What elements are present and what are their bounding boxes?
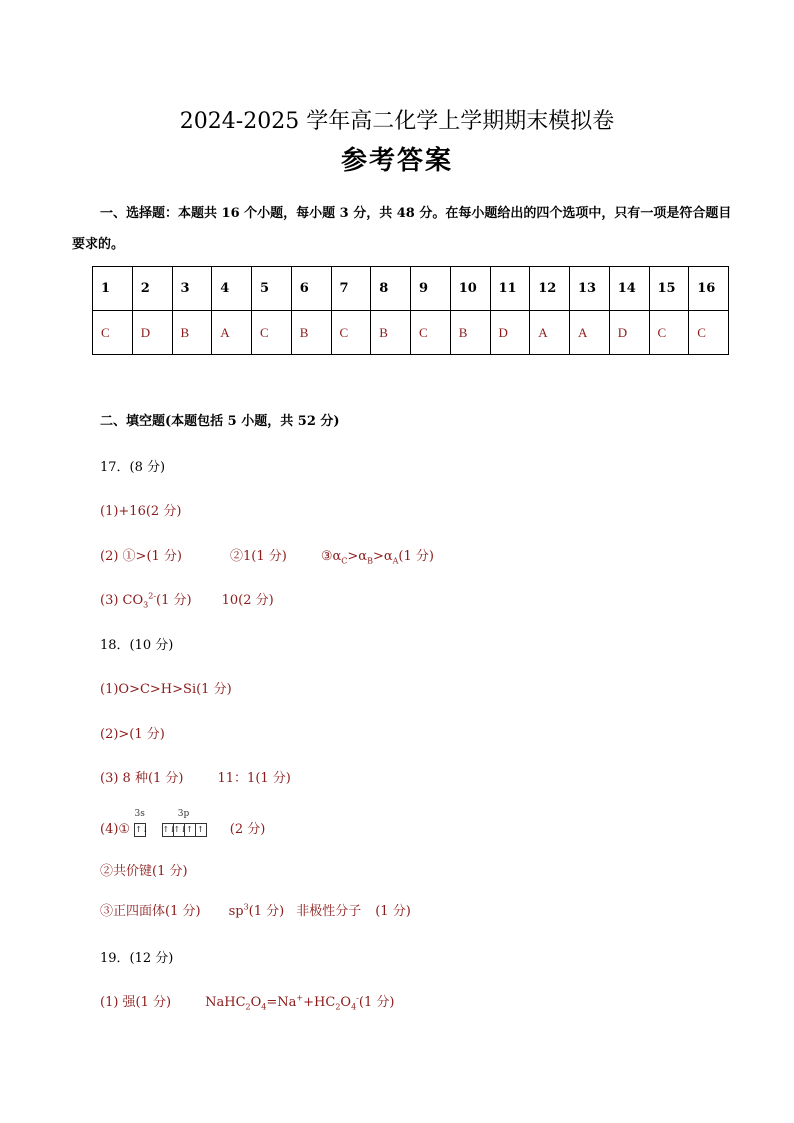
q18-6d: (1 分) — [375, 904, 411, 919]
question-number-cell: 6 — [291, 267, 331, 311]
question-number-row — [93, 267, 729, 311]
section1-heading: 一、选择题：本题共 16 个小题，每小题 3 分，共 48 分。在每小题给出的四个选项中，只有一项是符合题目要求的。 — [72, 206, 732, 252]
section2-heading: 二、填空题(本题包括 5 小题，共 52 分) — [100, 414, 340, 429]
q18-answer-5: ②共价键(1 分) — [100, 864, 188, 879]
q18-6b: $sp^3(1$ 分) — [228, 902, 285, 919]
answer-cell: C — [411, 311, 451, 355]
answer-cell: C — [689, 311, 729, 355]
q18-3a: (3) 8 种(1 分) — [100, 771, 184, 786]
answer-table — [92, 266, 729, 355]
orbital-3s: 3s ↑↓ — [134, 822, 145, 837]
q19-1a: (1) 强(1 分) — [100, 995, 172, 1010]
q18-3b: 11：1(1 分) — [217, 771, 291, 786]
answer-cell: A — [530, 311, 570, 355]
q18-answer-3 — [100, 767, 291, 786]
question-number-cell: 4 — [212, 267, 252, 311]
q18-answer-4 — [100, 809, 266, 837]
answer-cell: C — [331, 311, 371, 355]
answer-cell: D — [132, 311, 172, 355]
question-number-cell: 1 — [93, 267, 133, 311]
answer-cell: C — [93, 311, 133, 355]
answer-cell: D — [609, 311, 649, 355]
q19-1b: $NaHC_2O_4=Na^++HC_2O_4^-(1$ 分) — [205, 993, 395, 1012]
q19-label: 19．(12 分) — [100, 951, 174, 966]
q17-answer-2 — [100, 545, 434, 566]
question-number-cell: 10 — [450, 267, 490, 311]
question-number-cell: 3 — [172, 267, 212, 311]
question-number-cell: 13 — [570, 267, 610, 311]
answer-row — [93, 311, 729, 355]
answer-cell: A — [212, 311, 252, 355]
q17-2a: (2) ①>(1 分) — [100, 549, 182, 564]
q18-4-score: (2 分) — [229, 822, 266, 837]
answer-cell: B — [371, 311, 411, 355]
orbital-box: ↑↓ — [134, 823, 146, 837]
answer-cell: A — [570, 311, 610, 355]
question-number-cell: 14 — [609, 267, 649, 311]
q17-2b: ②1(1 分) — [230, 549, 287, 564]
q17-2c: $③\alpha_C>\alpha_B>\alpha_A(1$ 分) — [320, 549, 434, 566]
answer-cell: C — [252, 311, 292, 355]
q17-answer-1: (1)+16(2 分) — [100, 504, 182, 519]
q17-3b: 10(2 分) — [221, 593, 274, 608]
q18-answer-1: (1)O>C>H>Si(1 分) — [100, 682, 232, 697]
question-number-cell: 11 — [490, 267, 530, 311]
question-number-cell: 5 — [252, 267, 292, 311]
answer-cell: D — [490, 311, 530, 355]
answer-cell: B — [172, 311, 212, 355]
question-number-cell: 16 — [689, 267, 729, 311]
q18-label: 18．(10 分) — [100, 638, 174, 653]
q18-6c: 非极性分子 — [296, 904, 362, 919]
q18-answer-6 — [100, 900, 411, 919]
orbital-3p: 3p ↑↓↑↓↑ ↑ — [162, 822, 206, 837]
question-number-cell: 15 — [649, 267, 689, 311]
answer-cell: B — [291, 311, 331, 355]
answer-cell: C — [649, 311, 689, 355]
question-number-cell: 2 — [132, 267, 172, 311]
orbital-box: ↑↓ — [173, 823, 185, 837]
answer-cell: B — [450, 311, 490, 355]
question-number-cell: 9 — [411, 267, 451, 311]
orbital-box: ↑↓ — [162, 823, 174, 837]
q17-3a: (3) $CO_3^{2-}(1$ 分) — [100, 591, 192, 610]
q17-label: 17．(8 分) — [100, 460, 166, 475]
page-subtitle: 参考答案 — [340, 146, 453, 176]
orbital-box: ↑ — [195, 823, 207, 837]
q19-answer-1 — [100, 991, 394, 1012]
question-number-cell: 8 — [371, 267, 411, 311]
q17-answer-3 — [100, 589, 274, 610]
orbital-box: ↑ — [184, 823, 196, 837]
page-title: 2024-2025 学年高二化学上学期期末模拟卷 — [179, 109, 615, 134]
q18-6a: ③正四面体(1 分) — [100, 904, 201, 919]
question-number-cell: 7 — [331, 267, 371, 311]
q18-4-prefix: (4)① — [100, 822, 131, 837]
q18-answer-2: (2)>(1 分) — [100, 727, 165, 742]
question-number-cell: 12 — [530, 267, 570, 311]
